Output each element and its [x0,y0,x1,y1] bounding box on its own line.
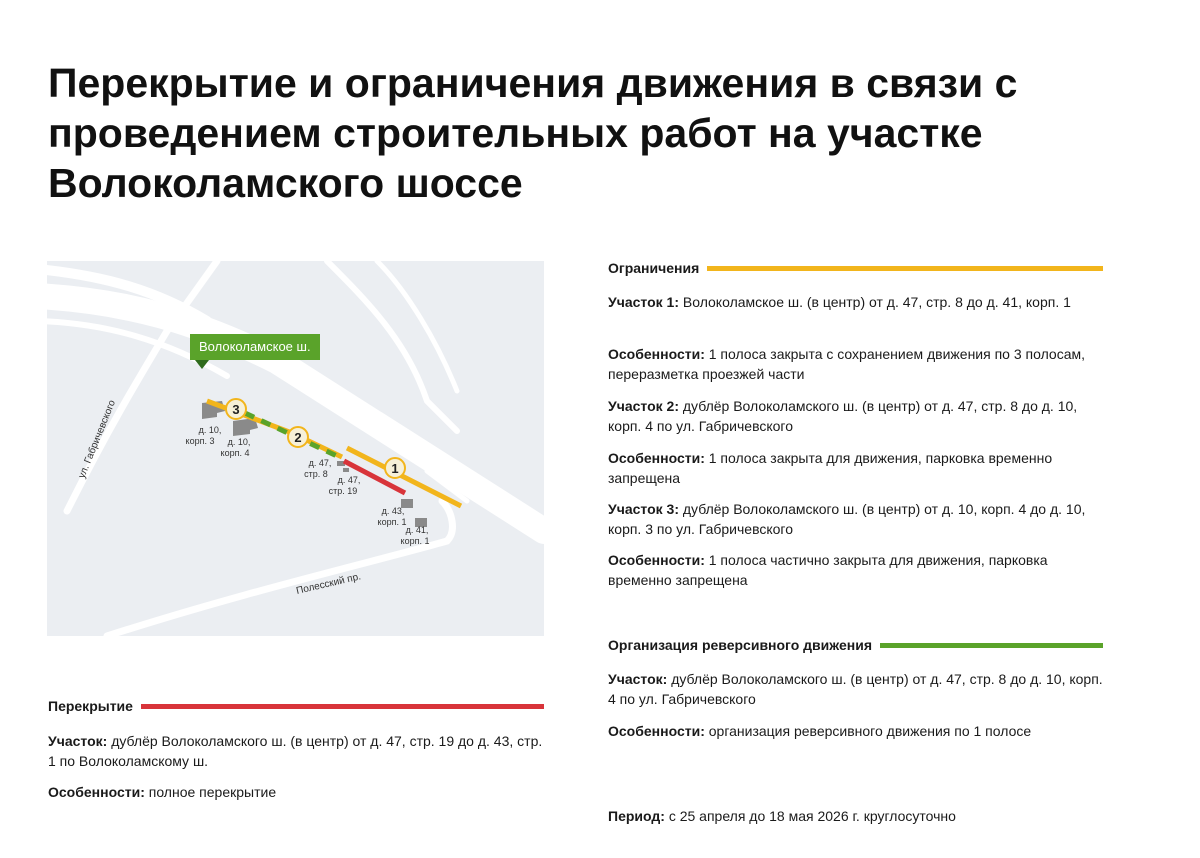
restriction-item-text: дублёр Волоколамского ш. (в центр) от д. 47, стр. 8 до д. 10, корп. 4 по ул. Габричевского [608,398,1078,434]
svg-text:3: 3 [232,402,240,417]
restriction-item-text: 1 полоса закрыта с сохранением движения по 3 полосам, переразметка проезжей части [608,346,1086,382]
restriction-item [608,499,1108,539]
street-polessky-label: Полесский пр. [295,571,362,597]
restriction-item [608,448,1108,488]
building-label-43-1: д. 43, корп. 1 [377,506,407,527]
restriction-item-text: 1 полоса закрыта для движения, парковка временно запрещена [608,450,1053,486]
building-label-41-1: д. 41, корп. 1 [400,525,430,546]
reversible-item-label: Особенности: [608,723,705,739]
page-title: Перекрытие и ограничения движения в связи с проведением строительных работ на участке Волоколамского шоссе [48,60,1018,206]
restrictions-heading [608,258,1103,278]
restriction-item-label: Участок 2: [608,398,679,414]
marker-3 [226,399,246,419]
polessky-road [107,541,447,636]
reversible-heading-label: Организация реверсивного движения [608,637,873,653]
restriction-item [608,396,1108,436]
reversible-item-text: дублёр Волоколамского ш. (в центр) от д. 47, стр. 8 до д. 10, корп. 4 по ул. Габричевского [608,671,1103,707]
period-note [608,806,1128,826]
closure-heading [48,696,544,716]
building-label-10-3: д. 10, корп. 3 [185,425,222,446]
period-text: с 25 апреля до 18 мая 2026 г. круглосуточно [664,808,956,824]
building-47-19 [343,468,349,472]
restrictions-color-bar [707,266,1103,271]
building-label-10-4: д. 10, корп. 4 [220,437,251,458]
restriction-item [608,550,1108,590]
reversible-item-label: Участок: [608,671,668,687]
restrictions-heading-label: Ограничения [608,260,700,276]
marker-1 [385,458,405,478]
map-canvas [47,261,544,636]
building-label-47-19: д. 47, стр. 19 [328,475,361,496]
marker-2 [288,427,308,447]
closure-features [48,782,548,802]
restriction-item-text: 1 полоса частично закрыта для движения, парковка временно запрещена [608,552,1048,588]
period-label: Период: [608,808,665,824]
closure-color-bar [141,704,544,709]
restriction-item-label: Особенности: [608,552,705,568]
restriction-item-label: Участок 3: [608,501,679,517]
restriction-item-label: Участок 1: [608,294,679,310]
reversible-heading [608,635,1103,655]
map [47,261,544,636]
closure-section [48,731,548,771]
map-callout-volokolamskoe: Волоколамское ш. [190,334,320,360]
reversible-color-bar [880,643,1103,648]
svg-text:1: 1 [391,461,399,476]
reversible-item [608,669,1108,709]
closure-features-label: Особенности: [48,784,145,800]
building-label-47-8: д. 47, стр. 8 [304,458,332,479]
closure-section-text: дублёр Волоколамского ш. (в центр) от д. 47, стр. 19 до д. 43, стр. 1 по Волоколамскому ш. [48,733,543,769]
restriction-item [608,344,1108,384]
restriction-item-label: Особенности: [608,450,705,466]
restriction-item [608,292,1108,312]
svg-text:2: 2 [294,430,302,445]
street-gabrichevskogo-label: ул. Габричевского [76,398,119,481]
restriction-item-text: дублёр Волоколамского ш. (в центр) от д. 10, корп. 4 до д. 10, корп. 3 по ул. Габричевского [608,501,1086,537]
restriction-item-text: Волоколамское ш. (в центр) от д. 47, стр. 8 до д. 41, корп. 1 [678,294,1071,310]
loop-road [442,501,452,541]
gabrichevskogo-street [67,331,167,511]
closure-features-text: полное перекрытие [144,784,277,800]
closure-section-label: Участок: [48,733,108,749]
restriction-item-label: Особенности: [608,346,705,362]
reversible-item [608,721,1108,741]
closure-heading-label: Перекрытие [48,698,133,714]
reversible-item-text: организация реверсивного движения по 1 полосе [704,723,1032,739]
